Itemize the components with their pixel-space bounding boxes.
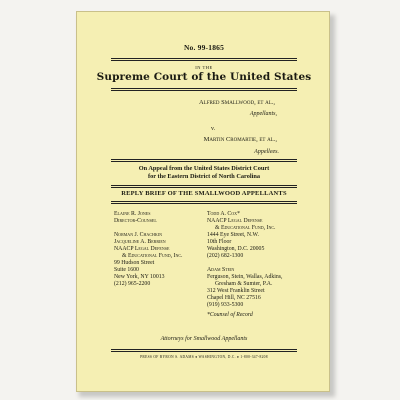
spacer xyxy=(114,225,182,232)
case-number: No. 99-1865 xyxy=(183,43,225,52)
counsel-name: Adam Stein xyxy=(207,267,235,273)
appeal-rule-2 xyxy=(111,187,297,188)
counsel-address: 99 Hudson Street xyxy=(114,260,155,266)
appellants-role: Appellants, xyxy=(249,111,277,117)
counsel-name: Norman J. Chachkin xyxy=(114,232,162,238)
title-rule-2 xyxy=(111,203,297,204)
counsel-firm: & Educational Fund, Inc. xyxy=(122,253,183,259)
versus: v. xyxy=(211,126,216,132)
appeal-line-2: for the Eastern District of North Carolina xyxy=(147,173,261,180)
brief-cover xyxy=(76,11,330,392)
counsel-title: Director-Counsel xyxy=(114,218,157,224)
counsel-name: Jacqueline A. Berrien xyxy=(114,239,166,245)
printer-line: PRESS OF BYRON S. ADAMS ♦ WASHINGTON, D.C. ♦ 1-800-347-8208 xyxy=(140,355,268,359)
counsel-phone: (212) 965-2200 xyxy=(114,281,151,287)
left-counsel-block xyxy=(114,211,182,288)
appeal-rule xyxy=(111,185,297,186)
appellees-role: Appellees. xyxy=(254,149,279,155)
counsel-firm: NAACP Legal Defense xyxy=(114,246,170,252)
spacer xyxy=(207,260,283,267)
title-rule xyxy=(111,201,297,202)
counsel-address: New York, NY 10013 xyxy=(114,274,165,280)
appellants-name: Alfred Smallwood, et al., xyxy=(198,99,275,106)
counsel-name: Elaine R. Jones xyxy=(114,211,151,217)
counsel-firm: Ferguson, Stein, Wallas, Adkins, xyxy=(207,274,283,280)
court-rule xyxy=(111,88,297,89)
counsel-phone: (202) 682-1300 xyxy=(207,253,244,259)
court-rule-2 xyxy=(111,90,297,91)
counsel-address: Suite 1600 xyxy=(114,267,139,273)
right-counsel-block xyxy=(207,211,283,319)
counsel-firm: & Educational Fund, Inc. xyxy=(215,225,276,231)
parties-rule xyxy=(111,159,297,160)
parties-rule-2 xyxy=(111,161,297,162)
attorneys-for: Attorneys for Smallwood Appellants xyxy=(160,336,248,342)
bottom-rule-2 xyxy=(111,351,297,352)
counsel-of-record-note: *Counsel of Record xyxy=(207,312,253,318)
in-the-label: IN THE xyxy=(195,65,213,70)
counsel-address: 10th Floor xyxy=(207,239,232,245)
brief-title: REPLY BRIEF OF THE SMALLWOOD APPELLANTS xyxy=(121,190,287,197)
bottom-rule xyxy=(111,349,297,350)
counsel-phone: (919) 933-5300 xyxy=(207,302,244,308)
counsel-firm: Gresham & Sumter, P.A. xyxy=(215,281,273,287)
top-rule xyxy=(111,58,297,59)
counsel-address: Washington, D.C. 20005 xyxy=(207,246,265,252)
top-rule-2 xyxy=(111,60,297,61)
counsel-name: Todd A. Cox* xyxy=(207,211,240,217)
counsel-address: 312 West Franklin Street xyxy=(207,288,265,294)
court-name: Supreme Court of the United States xyxy=(96,71,312,83)
appellees-name: Martin Cromartie, et al., xyxy=(203,136,277,143)
counsel-address: 1444 Eye Street, N.W. xyxy=(207,232,259,238)
appeal-line-1: On Appeal from the United States District Court xyxy=(138,165,270,172)
counsel-address: Chapel Hill, NC 27516 xyxy=(207,295,261,301)
counsel-firm: NAACP Legal Defense xyxy=(207,218,263,224)
